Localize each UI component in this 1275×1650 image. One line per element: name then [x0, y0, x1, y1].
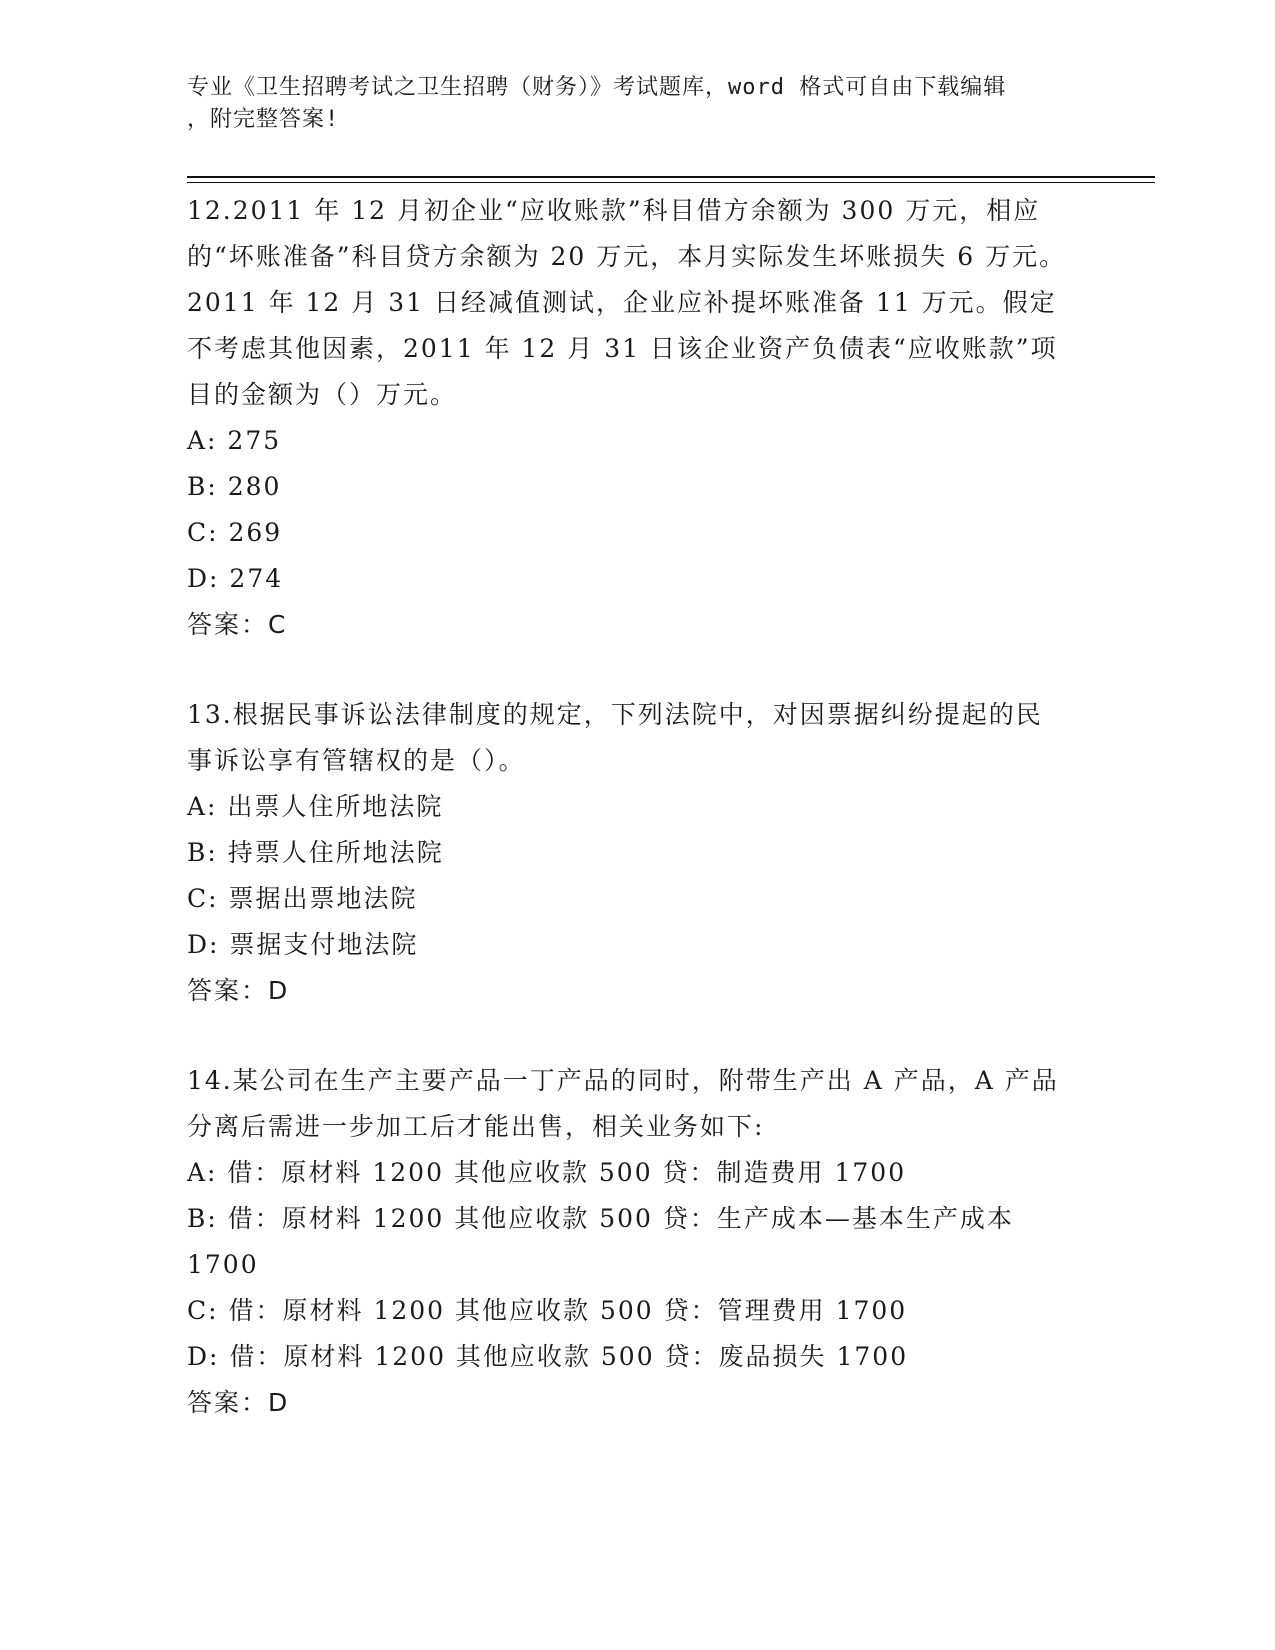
answer: 答案：D: [187, 976, 290, 1005]
question-list: [187, 188, 1067, 1470]
option-c: C: 票据出票地法院: [187, 884, 418, 913]
question-14: [187, 1058, 1067, 1426]
header-line-2: ，附完整答案!: [187, 107, 340, 132]
question-13: [187, 692, 1067, 1014]
header-divider-thick: [187, 176, 1155, 178]
answer: 答案：C: [187, 610, 288, 639]
answer: 答案：D: [187, 1388, 290, 1417]
option-d: D: 票据支付地法院: [187, 930, 419, 959]
option-c: C: 269: [187, 518, 283, 547]
option-d: D: 274: [187, 564, 284, 593]
question-text: 12.2011 年 12 月初企业“应收账款”科目借方余额为 300 万元，相应的“坏账准备”科目贷方余额为 20 万元，本月实际发生坏账损失 6 万元。2011 年 12 月 31 日经减值测试，企业应补提坏账准备 11 万元。假定不考虑其他因素，2011 年 12 月 31 日该企业资产负债表“应收账款”项目的金额为（）万元。: [187, 196, 1067, 409]
question-text: 13.根据民事诉讼法律制度的规定，下列法院中，对因票据纠纷提起的民事诉讼享有管辖权的是（）。: [187, 700, 1043, 775]
header-line-1: 专业《卫生招聘考试之卫生招聘（财务）》考试题库，word 格式可自由下载编辑: [187, 75, 1007, 100]
document-header: [187, 72, 1087, 136]
option-b: B: 借：原材料 1200 其他应收款 500 贷：生产成本—基本生产成本 1700: [187, 1204, 1014, 1279]
question-12: [187, 188, 1067, 648]
option-a: A: 出票人住所地法院: [187, 792, 444, 821]
header-divider-thin: [187, 182, 1155, 183]
question-text: 14.某公司在生产主要产品一丁产品的同时，附带生产出 A 产品，A 产品分离后需进一步加工后才能出售，相关业务如下:: [187, 1066, 1059, 1141]
option-b: B: 持票人住所地法院: [187, 838, 444, 867]
option-d: D: 借：原材料 1200 其他应收款 500 贷：废品损失 1700: [187, 1342, 909, 1371]
option-c: C: 借：原材料 1200 其他应收款 500 贷：管理费用 1700: [187, 1296, 908, 1325]
option-b: B: 280: [187, 472, 282, 501]
option-a: A: 借：原材料 1200 其他应收款 500 贷：制造费用 1700: [187, 1158, 907, 1187]
option-a: A: 275: [187, 426, 282, 455]
